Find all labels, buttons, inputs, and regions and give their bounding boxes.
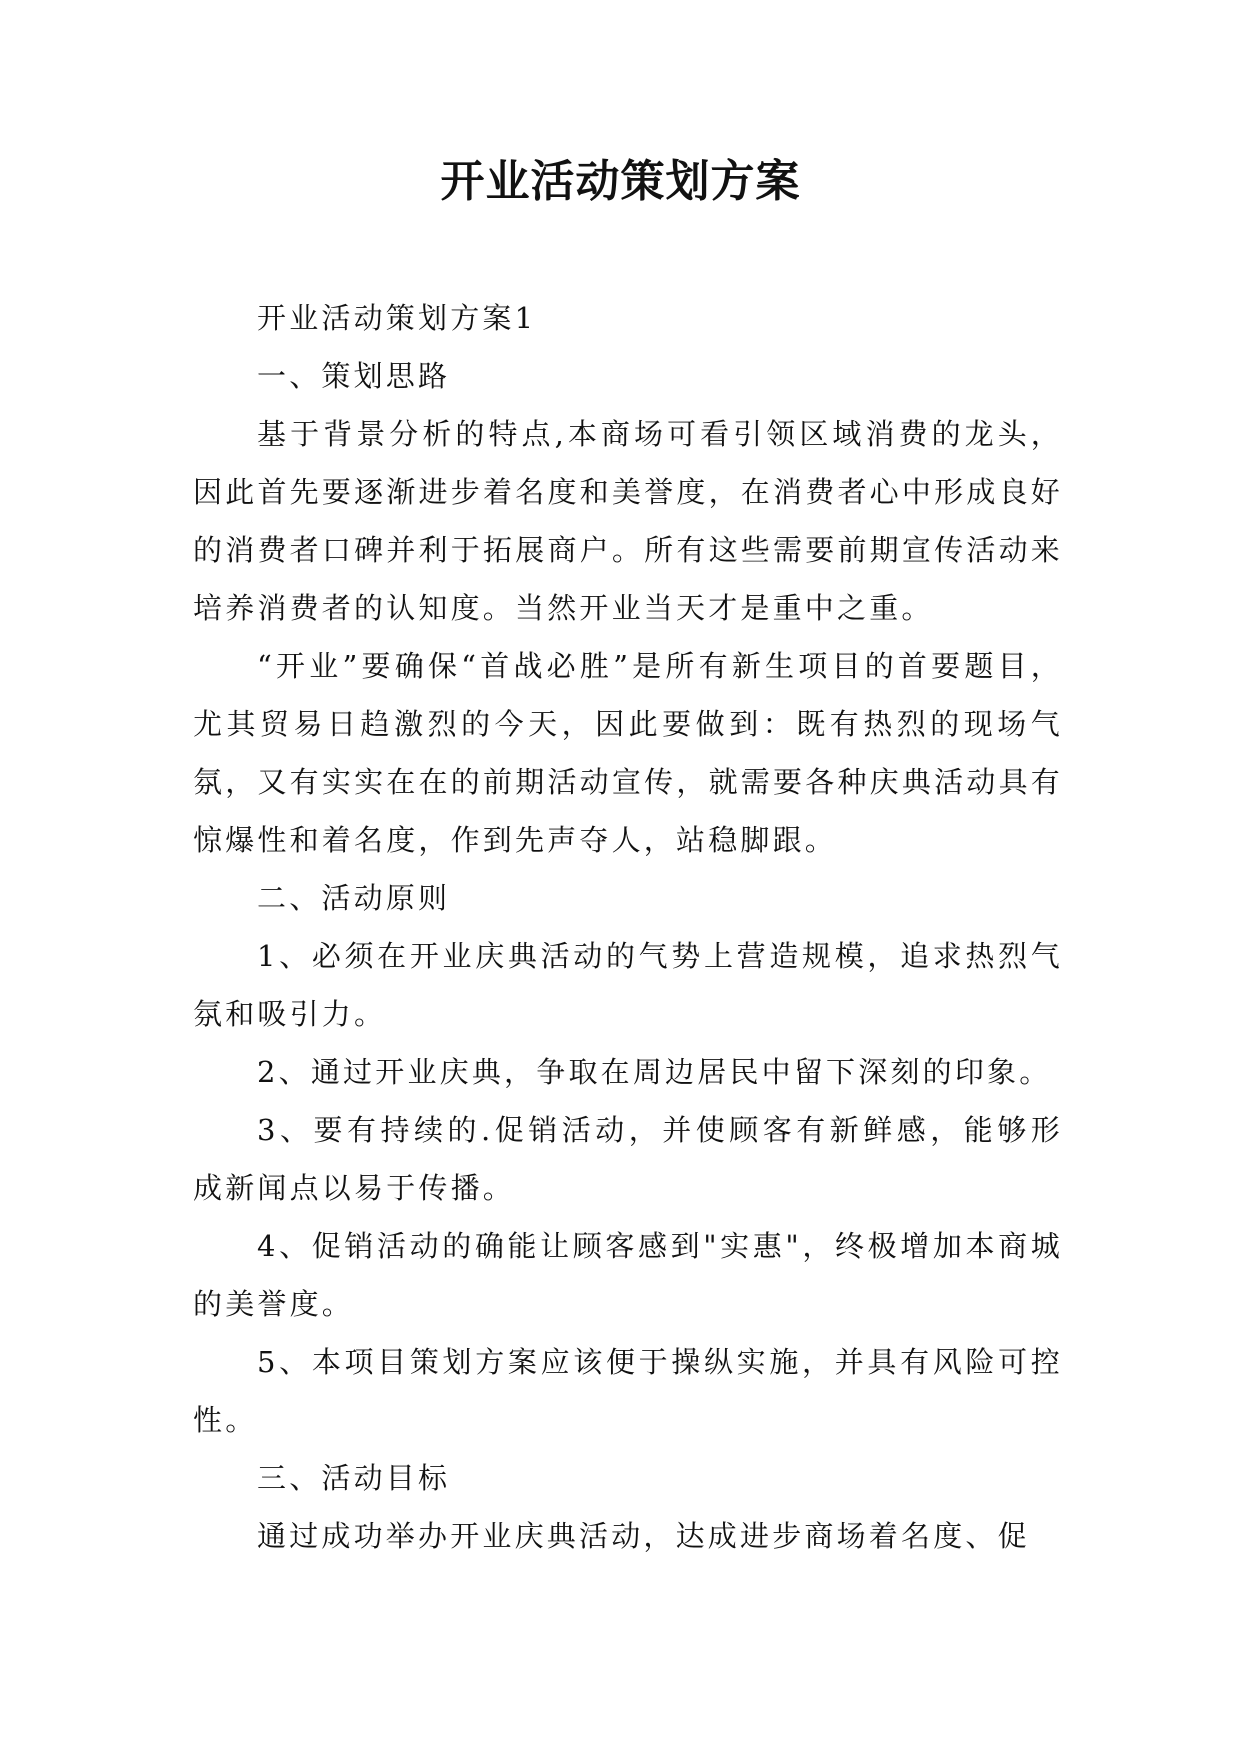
paragraph-first-battle: “开业”要确保“首战必胜”是所有新生项目的首要题目，尤其贸易日趋激烈的今天，因此要做到：既有热烈的现场气氛，又有实实在在的前期活动宣传，就需要各种庆典活动具有惊爆性和着名度，作到先声夺人，站稳脚跟。 [193, 649, 1063, 857]
principle-item-4: 4、促销活动的确能让顾客感到"实惠"，终极增加本商城的美誉度。 [193, 1229, 1063, 1321]
principle-item-3: 3、要有持续的.促销活动，并使顾客有新鲜感，能够形成新闻点以易于传播。 [193, 1113, 1063, 1205]
principle-item-1: 1、必须在开业庆典活动的气势上营造规模，追求热烈气氛和吸引力。 [193, 939, 1063, 1031]
document-body [193, 289, 1063, 1565]
document-title: 开业活动策划方案 [440, 156, 801, 207]
paragraph-goals: 通过成功举办开业庆典活动，达成进步商场着名度、促 [257, 1519, 1030, 1553]
principle-item-5: 5、本项目策划方案应该便于操纵实施，并具有风险可控性。 [193, 1345, 1063, 1437]
paragraph-background: 基于背景分析的特点,本商场可看引领区域消费的龙头，因此首先要逐渐进步着名度和美誉度，在消费者心中形成良好的消费者口碑并利于拓展商户。所有这些需要前期宣传活动来培养消费者的认知度。当然开业当天才是重中之重。 [193, 417, 1063, 625]
section-heading-principles: 二、活动原则 [257, 881, 451, 915]
principle-item-2: 2、通过开业庆典，争取在周边居民中留下深刻的印象。 [257, 1055, 1052, 1089]
section-heading-plan-1: 开业活动策划方案1 [257, 301, 537, 335]
section-heading-goals: 三、活动目标 [257, 1461, 451, 1495]
section-heading-planning-idea: 一、策划思路 [257, 359, 451, 393]
